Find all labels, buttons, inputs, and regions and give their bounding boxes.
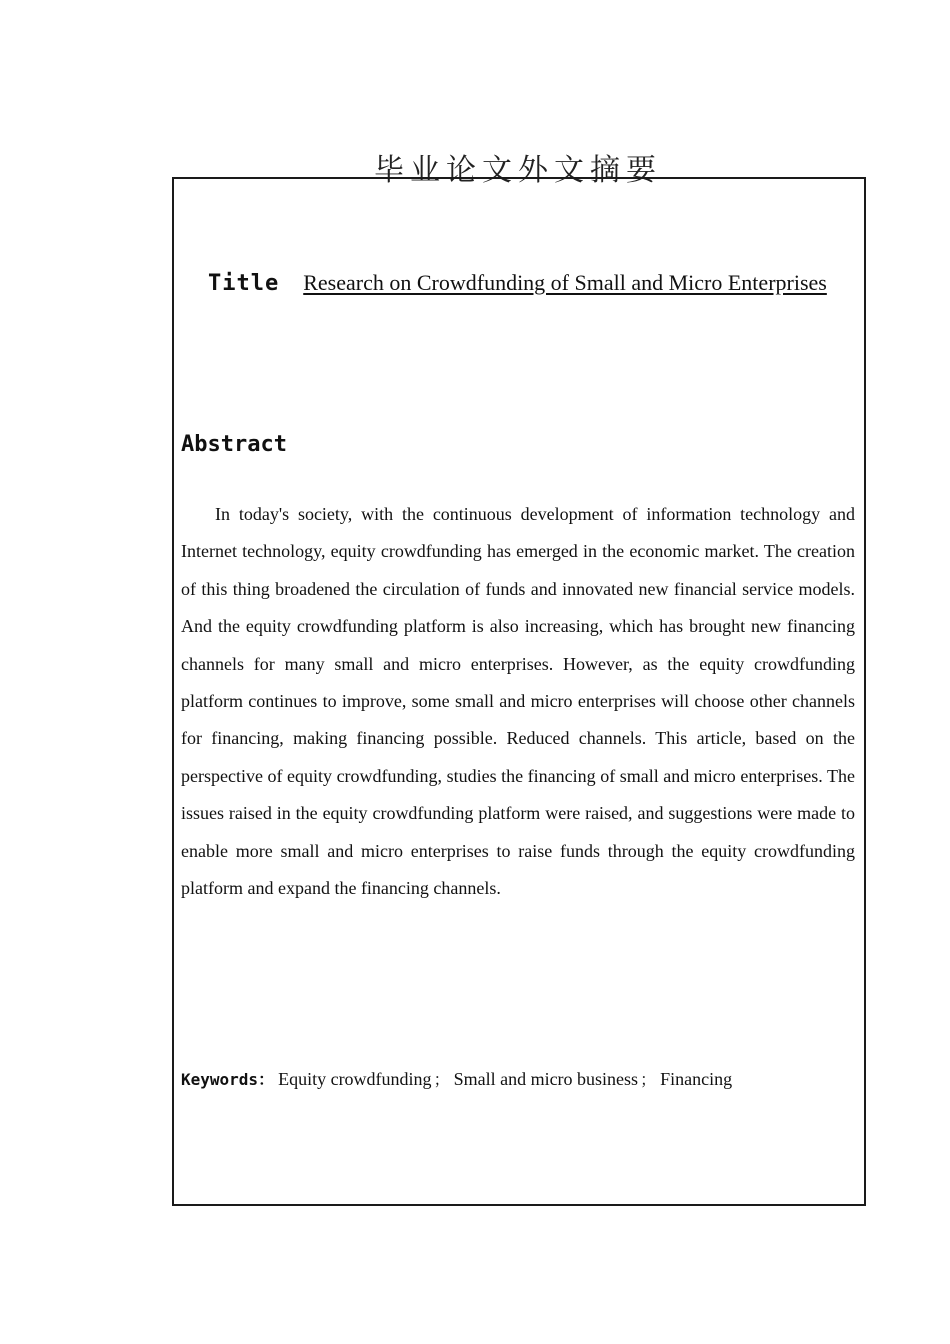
keywords-colon: ：: [258, 1070, 275, 1089]
title-label: Title: [208, 271, 280, 296]
abstract-body: In today's society, with the continuous development of information technology and Internet technology, equity crowdfunding has emerged in the economic market. The creation of this thing broadened the circulation of funds and innovated new financial service models. And the equity crowdfunding platform is also increasing, which has brought new financing channels for many small and micro enterprises. However, as the equity crowdfunding platform continues to improve, some small and micro enterprises will choose other channels for financing, making financing possible. Reduced channels. This article, based on the perspective of equity crowdfunding, studies the financing of small and micro enterprises. The issues raised in the equity crowdfunding platform were raised, and suggestions were made to enable more small and micro enterprises to raise funds through the equity crowdfunding platform and expand the financing channels.: [181, 504, 855, 899]
abstract-heading: Abstract: [181, 432, 287, 457]
title-row: [208, 270, 827, 296]
page-heading: 毕业论文外文摘要: [374, 153, 662, 189]
keyword-item: Small and micro business: [453, 1069, 639, 1089]
keywords-label: Keywords: [181, 1070, 259, 1089]
abstract-frame: [172, 177, 866, 1206]
keyword-separator: ；: [640, 1070, 657, 1089]
paper-title: Research on Crowdfunding of Small and Micro Enterprises: [303, 270, 827, 295]
keywords-row: [181, 1067, 732, 1090]
keyword-item: Equity crowdfunding: [278, 1069, 432, 1089]
keyword-item: Financing: [660, 1069, 733, 1089]
keyword-separator: ；: [433, 1070, 450, 1089]
